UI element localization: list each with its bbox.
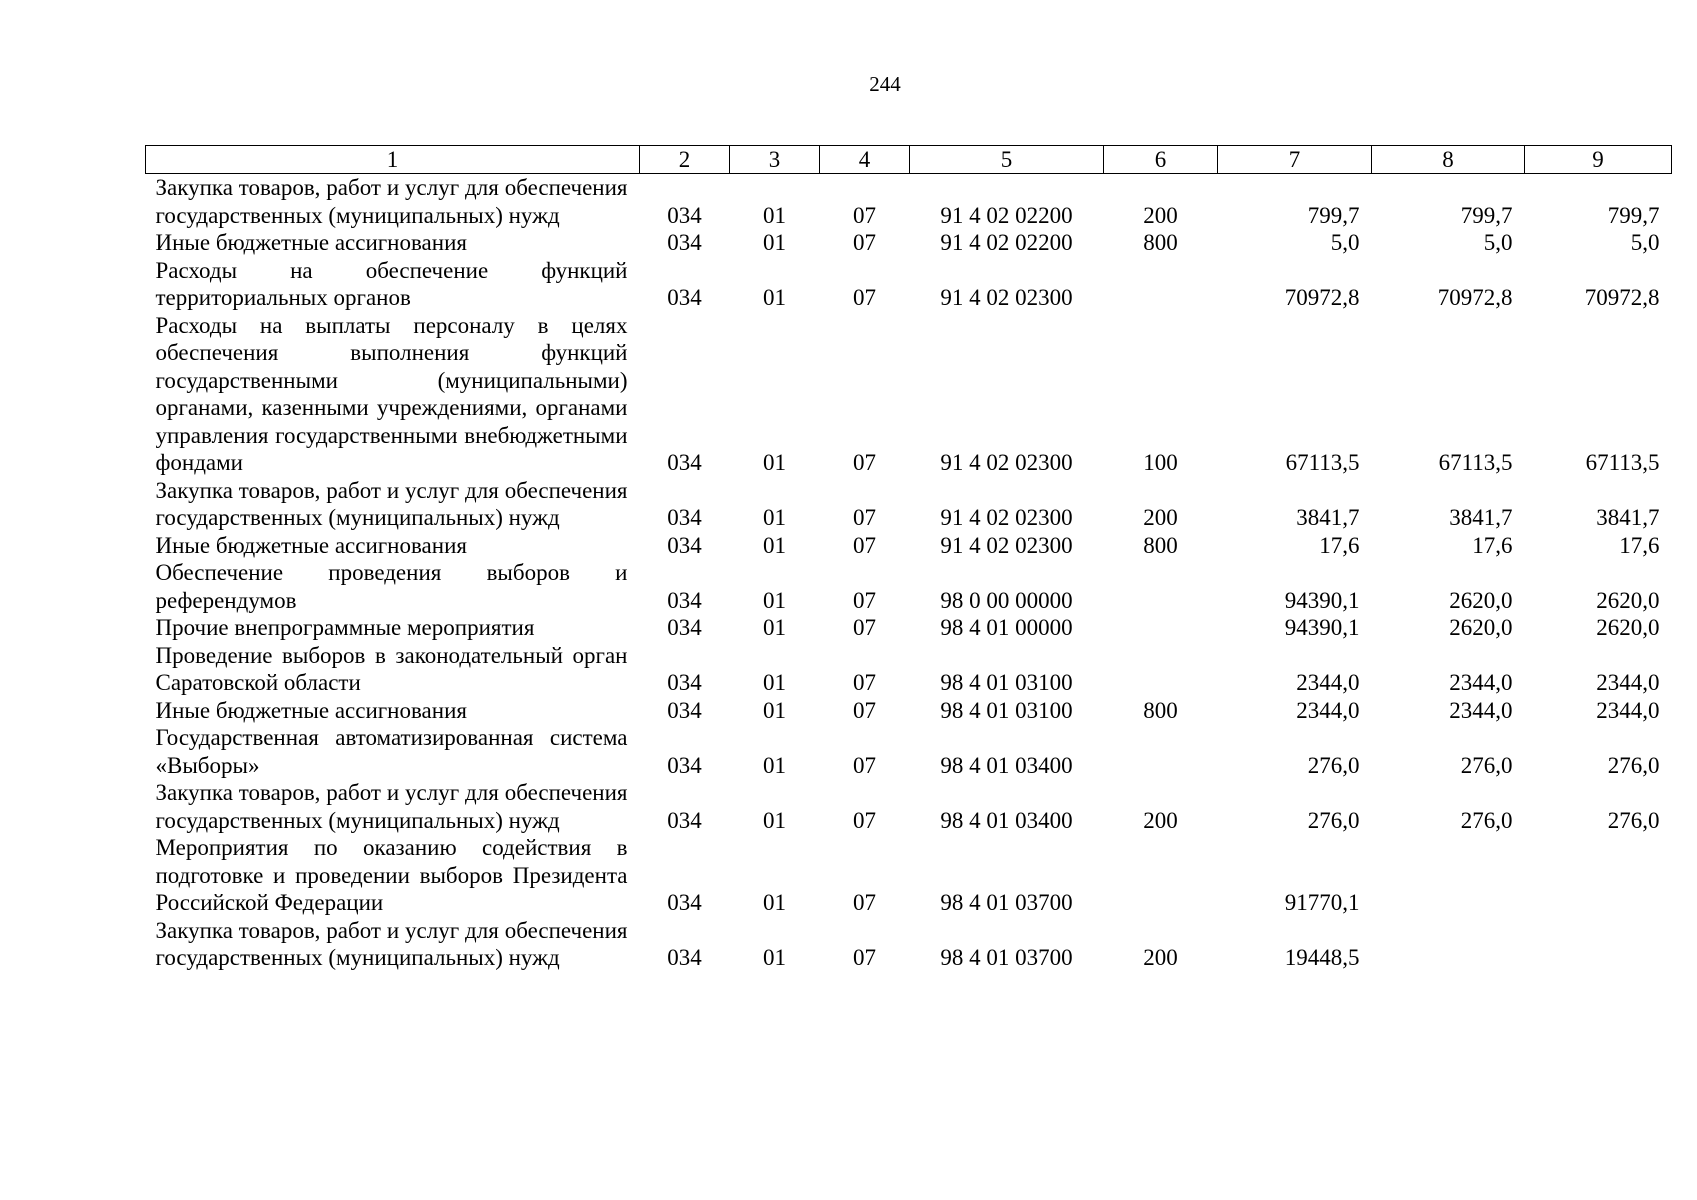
row-description: Иные бюджетные ассигнования xyxy=(155,230,467,255)
subsection-cell: 07 xyxy=(853,532,876,558)
amount-col-7-cell: 276,0 xyxy=(1307,807,1360,833)
amount-col-8-cell: 5,0 xyxy=(1483,230,1513,255)
section-cell: 01 xyxy=(763,587,786,613)
amount-col-7-cell: 19448,5 xyxy=(1284,945,1360,970)
table-row xyxy=(146,229,1672,257)
target-article-cell: 98 4 01 03700 xyxy=(940,890,1073,915)
target-article-cell: 98 4 01 03100 xyxy=(940,697,1073,723)
amount-col-9-cell xyxy=(1525,834,1672,917)
expense-type-cell xyxy=(1104,257,1218,312)
target-article-cell: 91 4 02 02300 xyxy=(940,532,1073,558)
row-description: Расходы на выплаты персоналу в целях обеспечения выполнения функций государственными (муниципальными) органами, казенными учреждениями, органами управления государственными внебюджетными фондами xyxy=(155,312,628,475)
table-row xyxy=(146,174,1672,230)
target-article-cell: 98 4 01 03400 xyxy=(940,807,1073,833)
subsection-cell: 07 xyxy=(853,230,876,255)
amount-col-9-cell: 2620,0 xyxy=(1596,587,1660,613)
budget-table xyxy=(145,145,1672,972)
row-description: Мероприятия по оказанию содействия в подготовке и проведении выборов Президента Российской Федерации xyxy=(155,835,628,915)
column-header: 7 xyxy=(1218,146,1372,174)
amount-col-7-cell: 94390,1 xyxy=(1284,615,1360,640)
target-article-cell: 91 4 02 02300 xyxy=(940,505,1073,530)
row-description: Иные бюджетные ассигнования xyxy=(155,532,467,558)
amount-col-8-cell xyxy=(1372,834,1525,917)
target-article-cell: 98 4 01 03100 xyxy=(940,670,1073,695)
section-cell: 01 xyxy=(763,285,786,310)
subsection-cell: 07 xyxy=(853,587,876,613)
row-description: Закупка товаров, работ и услуг для обеспечения государственных (муниципальных) нужд xyxy=(155,477,628,530)
subsection-cell: 07 xyxy=(853,890,876,915)
amount-col-8-cell: 2620,0 xyxy=(1449,615,1513,640)
section-cell: 01 xyxy=(763,230,786,255)
column-header: 6 xyxy=(1104,146,1218,174)
admin-code-cell: 034 xyxy=(667,230,702,255)
amount-col-9-cell: 3841,7 xyxy=(1596,505,1660,530)
section-cell: 01 xyxy=(763,945,786,970)
target-article-cell: 98 4 01 00000 xyxy=(940,615,1073,640)
column-header: 1 xyxy=(146,146,640,174)
column-number-row xyxy=(146,146,1672,174)
amount-col-9-cell: 276,0 xyxy=(1607,752,1660,778)
amount-col-7-cell: 3841,7 xyxy=(1296,505,1360,530)
table-row xyxy=(146,917,1672,972)
amount-col-7-cell: 70972,8 xyxy=(1284,285,1360,310)
expense-type-cell xyxy=(1104,834,1218,917)
subsection-cell: 07 xyxy=(853,505,876,530)
column-header: 5 xyxy=(910,146,1104,174)
subsection-cell: 07 xyxy=(853,697,876,723)
admin-code-cell: 034 xyxy=(667,752,702,778)
table-row xyxy=(146,257,1672,312)
target-article-cell: 91 4 02 02300 xyxy=(940,285,1073,310)
expense-type-cell: 200 xyxy=(1143,202,1178,228)
column-header: 9 xyxy=(1525,146,1672,174)
admin-code-cell: 034 xyxy=(667,890,702,915)
amount-col-7-cell: 2344,0 xyxy=(1296,670,1360,695)
amount-col-7-cell: 276,0 xyxy=(1307,752,1360,778)
row-description: Иные бюджетные ассигнования xyxy=(155,697,467,723)
table-row xyxy=(146,724,1672,779)
admin-code-cell: 034 xyxy=(667,285,702,310)
subsection-cell: 07 xyxy=(853,450,876,475)
page-number: 244 xyxy=(869,72,901,96)
amount-col-7-cell: 5,0 xyxy=(1330,230,1360,255)
amount-col-8-cell: 276,0 xyxy=(1460,807,1513,833)
column-header: 2 xyxy=(640,146,730,174)
row-description: Проведение выборов в законодательный орган Саратовской области xyxy=(155,642,628,695)
table-body xyxy=(146,174,1672,972)
expense-type-cell xyxy=(1104,642,1218,697)
admin-code-cell: 034 xyxy=(667,202,702,228)
amount-col-9-cell: 2344,0 xyxy=(1596,697,1660,723)
expense-type-cell: 800 xyxy=(1143,697,1178,723)
amount-col-7-cell: 799,7 xyxy=(1307,202,1360,228)
target-article-cell: 91 4 02 02200 xyxy=(940,230,1073,255)
amount-col-7-cell: 91770,1 xyxy=(1284,890,1360,915)
admin-code-cell: 034 xyxy=(667,505,702,530)
subsection-cell: 07 xyxy=(853,285,876,310)
table-row xyxy=(146,477,1672,532)
amount-col-9-cell: 17,6 xyxy=(1619,532,1660,558)
expense-type-cell xyxy=(1104,614,1218,642)
amount-col-9-cell: 2344,0 xyxy=(1596,670,1660,695)
table-row xyxy=(146,697,1672,725)
target-article-cell: 98 4 01 03400 xyxy=(940,752,1073,778)
amount-col-9-cell: 5,0 xyxy=(1630,230,1660,255)
admin-code-cell: 034 xyxy=(667,615,702,640)
section-cell: 01 xyxy=(763,752,786,778)
amount-col-8-cell: 2344,0 xyxy=(1449,670,1513,695)
target-article-cell: 91 4 02 02300 xyxy=(940,450,1073,475)
amount-col-9-cell: 70972,8 xyxy=(1584,285,1660,310)
amount-col-8-cell: 2620,0 xyxy=(1449,587,1513,613)
section-cell: 01 xyxy=(763,505,786,530)
row-description: Закупка товаров, работ и услуг для обеспечения государственных (муниципальных) нужд xyxy=(155,917,628,970)
amount-col-8-cell: 67113,5 xyxy=(1438,450,1513,475)
row-description: Закупка товаров, работ и услуг для обеспечения государственных (муниципальных) нужд xyxy=(155,175,628,228)
amount-col-8-cell: 276,0 xyxy=(1460,752,1513,778)
amount-col-7-cell: 2344,0 xyxy=(1296,697,1360,723)
amount-col-9-cell: 276,0 xyxy=(1607,807,1660,833)
column-header: 3 xyxy=(730,146,820,174)
amount-col-8-cell: 2344,0 xyxy=(1449,697,1513,723)
admin-code-cell: 034 xyxy=(667,670,702,695)
admin-code-cell: 034 xyxy=(667,587,702,613)
section-cell: 01 xyxy=(763,615,786,640)
expense-type-cell: 200 xyxy=(1143,505,1178,530)
amount-col-7-cell: 17,6 xyxy=(1319,532,1360,558)
column-header: 8 xyxy=(1372,146,1525,174)
amount-col-8-cell: 17,6 xyxy=(1472,532,1513,558)
section-cell: 01 xyxy=(763,450,786,475)
table-row xyxy=(146,614,1672,642)
amount-col-7-cell: 94390,1 xyxy=(1284,587,1360,613)
subsection-cell: 07 xyxy=(853,945,876,970)
amount-col-8-cell xyxy=(1372,917,1525,972)
amount-col-8-cell: 70972,8 xyxy=(1437,285,1513,310)
subsection-cell: 07 xyxy=(853,202,876,228)
column-header: 4 xyxy=(820,146,910,174)
table-row xyxy=(146,642,1672,697)
table-row xyxy=(146,312,1672,477)
table-row xyxy=(146,532,1672,560)
subsection-cell: 07 xyxy=(853,807,876,833)
expense-type-cell: 100 xyxy=(1143,450,1178,475)
admin-code-cell: 034 xyxy=(667,697,702,723)
table-row xyxy=(146,834,1672,917)
table-row xyxy=(146,779,1672,834)
amount-col-7-cell: 67113,5 xyxy=(1285,450,1360,475)
subsection-cell: 07 xyxy=(853,615,876,640)
amount-col-8-cell: 3841,7 xyxy=(1449,505,1513,530)
row-description: Прочие внепрограммные мероприятия xyxy=(155,615,535,640)
section-cell: 01 xyxy=(763,890,786,915)
table-row xyxy=(146,559,1672,614)
target-article-cell: 98 0 00 00000 xyxy=(940,587,1073,613)
expense-type-cell: 200 xyxy=(1143,945,1178,970)
amount-col-9-cell: 2620,0 xyxy=(1596,615,1660,640)
subsection-cell: 07 xyxy=(853,752,876,778)
admin-code-cell: 034 xyxy=(667,532,702,558)
target-article-cell: 91 4 02 02200 xyxy=(940,202,1073,228)
expense-type-cell: 800 xyxy=(1143,230,1178,255)
subsection-cell: 07 xyxy=(853,670,876,695)
expense-type-cell xyxy=(1104,724,1218,779)
section-cell: 01 xyxy=(763,202,786,228)
row-description: Закупка товаров, работ и услуг для обеспечения государственных (муниципальных) нужд xyxy=(155,780,628,833)
amount-col-9-cell: 799,7 xyxy=(1607,202,1660,228)
admin-code-cell: 034 xyxy=(667,945,702,970)
expense-type-cell xyxy=(1104,559,1218,614)
amount-col-8-cell: 799,7 xyxy=(1460,202,1513,228)
amount-col-9-cell xyxy=(1525,917,1672,972)
section-cell: 01 xyxy=(763,532,786,558)
row-description: Государственная автоматизированная система «Выборы» xyxy=(155,725,628,778)
section-cell: 01 xyxy=(763,807,786,833)
expense-type-cell: 200 xyxy=(1143,807,1178,833)
admin-code-cell: 034 xyxy=(667,450,702,475)
row-description: Обеспечение проведения выборов и референдумов xyxy=(155,560,628,613)
section-cell: 01 xyxy=(763,670,786,695)
admin-code-cell: 034 xyxy=(667,807,702,833)
amount-col-9-cell: 67113,5 xyxy=(1585,450,1660,475)
expense-type-cell: 800 xyxy=(1143,532,1178,558)
row-description: Расходы на обеспечение функций территориальных органов xyxy=(155,257,628,310)
target-article-cell: 98 4 01 03700 xyxy=(940,945,1073,970)
section-cell: 01 xyxy=(763,697,786,723)
